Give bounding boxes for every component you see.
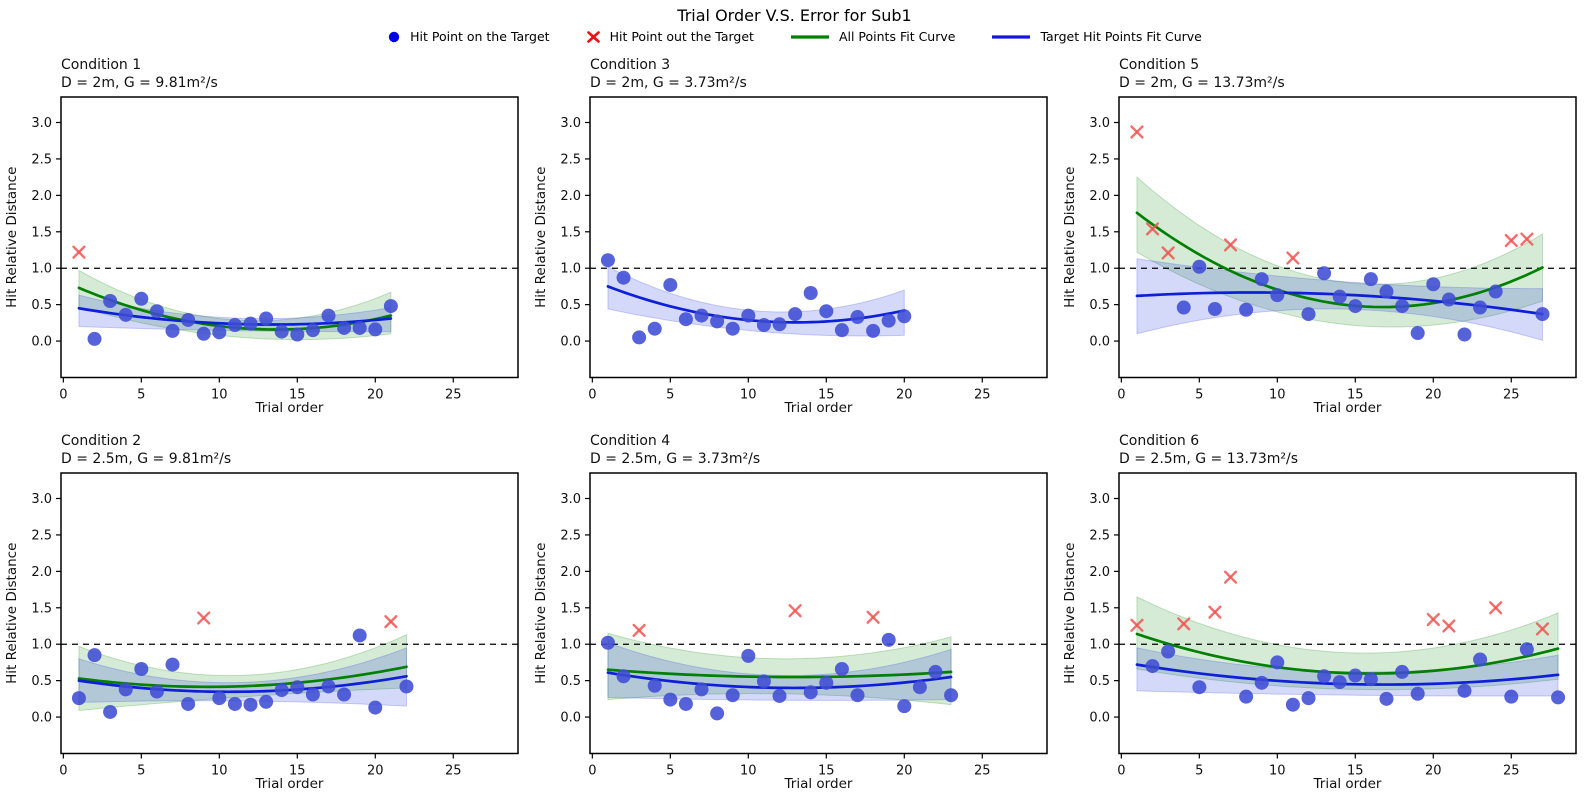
- y-tick-label: 0.0: [1089, 710, 1110, 726]
- subplot-subtitle: D = 2.5m, G = 13.73m²/s: [1119, 451, 1299, 467]
- x-axis-ticks: [588, 378, 990, 403]
- x-tick-label: 15: [1347, 387, 1364, 403]
- hit-on-marker: [150, 304, 164, 318]
- y-tick-label: 0.0: [1089, 334, 1110, 350]
- hit-on-marker: [337, 321, 351, 335]
- y-tick-label: 1.5: [560, 601, 581, 617]
- hit-on-marker: [1333, 675, 1347, 689]
- subplot-subtitle: D = 2m, G = 9.81m²/s: [61, 75, 218, 91]
- y-axis-ticks: [1089, 116, 1119, 350]
- subplot-cell: [1059, 428, 1588, 804]
- y-tick-label: 2.0: [1089, 564, 1110, 580]
- hit-on-marker: [1255, 272, 1269, 286]
- x-tick-label: 10: [740, 387, 757, 403]
- y-tick-label: 0.5: [31, 298, 52, 314]
- hit-on-marker: [212, 691, 226, 705]
- x-tick-label: 10: [211, 387, 228, 403]
- hit-on-marker: [259, 311, 273, 325]
- axes-frame: [590, 473, 1047, 754]
- hit-out-target-cross-icon: [586, 30, 601, 44]
- hit-on-marker: [710, 706, 724, 720]
- x-tick-label: 15: [289, 763, 306, 779]
- y-tick-label: 1.5: [1089, 601, 1110, 617]
- y-tick-label: 1.5: [31, 601, 52, 617]
- hit-on-marker: [866, 324, 880, 338]
- x-tick-label: 15: [289, 387, 306, 403]
- hit-on-marker: [181, 313, 195, 327]
- subplot-cell: [530, 52, 1059, 428]
- hit-on-marker: [741, 309, 755, 323]
- y-axis-label: Hit Relative Distance: [533, 542, 549, 684]
- hit-on-marker: [1177, 301, 1191, 315]
- y-tick-label: 0.0: [560, 710, 581, 726]
- y-tick-label: 3.0: [560, 492, 581, 507]
- hit-on-marker: [1551, 690, 1565, 704]
- hit-on-marker: [72, 691, 86, 705]
- y-tick-label: 1.0: [31, 637, 52, 653]
- hit-on-marker: [1379, 692, 1393, 706]
- x-tick-label: 20: [367, 763, 384, 779]
- x-tick-label: 5: [1195, 387, 1204, 403]
- hit-on-marker: [1473, 653, 1487, 667]
- hit-on-marker: [632, 330, 646, 344]
- hit-on-marker: [617, 271, 631, 285]
- hit-on-marker: [757, 318, 771, 332]
- x-axis-label: Trial order: [255, 776, 324, 792]
- y-tick-label: 1.0: [1089, 261, 1110, 277]
- legend-item-hit-on-target: [387, 29, 549, 44]
- y-tick-label: 0.5: [1089, 674, 1110, 690]
- hit-on-marker: [228, 318, 242, 332]
- x-tick-label: 5: [666, 387, 675, 403]
- y-tick-label: 3.0: [31, 116, 52, 131]
- scatter-hit-out-target: [198, 613, 396, 627]
- x-axis-ticks: [59, 378, 461, 403]
- x-tick-label: 5: [666, 763, 675, 779]
- x-axis-label: Trial order: [784, 776, 853, 792]
- hit-on-marker: [212, 325, 226, 339]
- hit-on-marker: [88, 648, 102, 662]
- hit-on-marker: [321, 679, 335, 693]
- hit-on-marker: [679, 697, 693, 711]
- hit-on-marker: [1208, 302, 1222, 316]
- subplot-subtitle: D = 2.5m, G = 9.81m²/s: [61, 451, 232, 467]
- y-tick-label: 2.5: [31, 528, 52, 544]
- hit-on-marker: [166, 324, 180, 338]
- hit-on-marker: [1317, 266, 1331, 280]
- y-tick-label: 2.0: [560, 188, 581, 204]
- x-tick-label: 5: [137, 387, 146, 403]
- hit-on-marker: [601, 253, 615, 267]
- subplot-subtitle: D = 2.5m, G = 3.73m²/s: [590, 451, 761, 467]
- hit-on-marker: [399, 679, 413, 693]
- hit-on-marker: [290, 680, 304, 694]
- x-tick-label: 25: [973, 763, 991, 779]
- y-axis-label: Hit Relative Distance: [533, 166, 549, 308]
- hit-on-marker: [850, 688, 864, 702]
- subplot-condition-2: [1, 428, 530, 804]
- hit-on-marker: [337, 687, 351, 701]
- hit-on-marker: [1348, 299, 1362, 313]
- x-tick-label: 5: [137, 763, 146, 779]
- hit-on-marker: [648, 679, 662, 693]
- y-tick-label: 0.5: [560, 674, 581, 690]
- y-tick-label: 1.5: [560, 225, 581, 241]
- x-axis-ticks: [1117, 378, 1519, 403]
- hit-on-marker: [710, 314, 724, 328]
- hit-on-marker: [648, 322, 662, 336]
- hit-on-marker: [134, 292, 148, 306]
- y-tick-label: 2.5: [1089, 528, 1110, 544]
- hit-on-marker: [773, 689, 787, 703]
- hit-on-marker: [804, 685, 818, 699]
- hit-on-marker: [88, 332, 102, 346]
- y-axis-label: Hit Relative Distance: [1062, 166, 1078, 308]
- x-tick-label: 10: [1269, 763, 1286, 779]
- hit-on-marker: [741, 649, 755, 663]
- y-tick-label: 2.5: [31, 152, 52, 168]
- x-tick-label: 20: [896, 763, 913, 779]
- hit-on-marker: [882, 633, 896, 647]
- x-tick-label: 5: [1195, 763, 1204, 779]
- hit-on-marker: [197, 327, 211, 341]
- axes-frame: [1119, 473, 1576, 754]
- hit-on-marker: [897, 699, 911, 713]
- y-tick-label: 0.5: [31, 674, 52, 690]
- hit-on-marker: [181, 697, 195, 711]
- hit-on-marker: [1333, 290, 1347, 304]
- y-tick-label: 1.0: [560, 261, 581, 277]
- hit-on-marker: [103, 705, 117, 719]
- hit-on-marker: [1489, 285, 1503, 299]
- x-tick-label: 0: [59, 763, 68, 779]
- hit-on-marker: [1192, 260, 1206, 274]
- hit-on-marker: [103, 294, 117, 308]
- hit-on-marker: [1161, 645, 1175, 659]
- hit-on-marker: [1146, 659, 1160, 673]
- hit-on-marker: [913, 680, 927, 694]
- x-tick-label: 15: [818, 387, 835, 403]
- hit-on-marker: [1255, 676, 1269, 690]
- hit-on-marker: [819, 304, 833, 318]
- x-tick-label: 15: [818, 763, 835, 779]
- subplot-title: Condition 6: [1119, 433, 1200, 449]
- hit-on-marker: [1302, 307, 1316, 321]
- subplot-condition-5: [1059, 52, 1588, 428]
- hit-on-marker: [1239, 303, 1253, 317]
- hit-on-marker: [726, 322, 740, 336]
- hit-on-marker: [679, 312, 693, 326]
- hit-on-marker: [1270, 655, 1284, 669]
- x-tick-label: 0: [1117, 387, 1126, 403]
- hit-on-marker: [1364, 272, 1378, 286]
- hit-on-marker: [1504, 690, 1518, 704]
- hit-on-marker: [695, 309, 709, 323]
- x-axis-label: Trial order: [1313, 776, 1382, 792]
- hit-on-marker: [788, 307, 802, 321]
- y-tick-label: 2.5: [1089, 152, 1110, 168]
- y-tick-label: 1.0: [560, 637, 581, 653]
- legend-label: Hit Point out the Target: [609, 29, 754, 44]
- subplot-cell: [530, 428, 1059, 804]
- hit-on-marker: [928, 665, 942, 679]
- y-tick-label: 0.5: [560, 298, 581, 314]
- figure-header: [0, 0, 1589, 52]
- hit-on-marker: [244, 317, 258, 331]
- x-axis-label: Trial order: [1313, 400, 1382, 416]
- x-tick-label: 10: [740, 763, 757, 779]
- hit-on-marker: [1364, 672, 1378, 686]
- hit-on-marker: [166, 658, 180, 672]
- subplot-title: Condition 1: [61, 57, 142, 73]
- hit-on-marker: [290, 328, 304, 342]
- y-tick-label: 2.0: [31, 564, 52, 580]
- y-tick-label: 0.0: [31, 710, 52, 726]
- hit-on-marker: [835, 323, 849, 337]
- all-fit-line-icon: [790, 33, 830, 41]
- hit-on-marker: [384, 299, 398, 313]
- hit-on-marker: [244, 698, 258, 712]
- hit-on-marker: [1395, 299, 1409, 313]
- legend-item-target-fit-curve: [991, 29, 1201, 44]
- y-axis-ticks: [560, 492, 590, 726]
- x-tick-label: 25: [444, 387, 462, 403]
- y-axis-ticks: [31, 492, 61, 726]
- hit-on-marker: [1286, 698, 1300, 712]
- legend-label: Hit Point on the Target: [410, 29, 550, 44]
- subplot-condition-6: [1059, 428, 1588, 804]
- y-tick-label: 0.0: [31, 334, 52, 350]
- legend-item-hit-out-target: [586, 29, 754, 44]
- hit-on-marker: [663, 693, 677, 707]
- x-axis-ticks: [588, 754, 990, 779]
- x-tick-label: 0: [588, 763, 597, 779]
- x-tick-label: 25: [1502, 763, 1520, 779]
- hit-on-marker: [726, 688, 740, 702]
- hit-on-marker: [353, 321, 367, 335]
- y-tick-label: 0.5: [1089, 298, 1110, 314]
- x-axis-ticks: [1117, 754, 1519, 779]
- y-tick-label: 1.5: [31, 225, 52, 241]
- x-tick-label: 20: [896, 387, 913, 403]
- y-tick-label: 2.0: [1089, 188, 1110, 204]
- hit-on-marker: [1317, 669, 1331, 683]
- hit-on-marker: [1442, 293, 1456, 307]
- legend-label: All Points Fit Curve: [838, 29, 956, 44]
- hit-on-marker: [695, 682, 709, 696]
- hit-on-marker: [882, 314, 896, 328]
- y-axis-label: Hit Relative Distance: [4, 166, 20, 308]
- hit-on-marker: [617, 669, 631, 683]
- y-tick-label: 0.0: [560, 334, 581, 350]
- x-tick-label: 20: [1425, 763, 1442, 779]
- x-tick-label: 0: [1117, 763, 1126, 779]
- y-tick-label: 1.0: [1089, 637, 1110, 653]
- hit-on-marker: [1411, 326, 1425, 340]
- hit-on-marker: [850, 310, 864, 324]
- hit-on-marker: [1302, 691, 1316, 705]
- y-axis-ticks: [31, 116, 61, 350]
- hit-on-marker: [306, 323, 320, 337]
- subplot-condition-4: [530, 428, 1059, 804]
- hit-on-marker: [1348, 669, 1362, 683]
- hit-on-marker: [1457, 684, 1471, 698]
- axes-frame: [61, 473, 518, 754]
- hit-on-marker: [1411, 687, 1425, 701]
- x-axis-ticks: [59, 754, 461, 779]
- x-tick-label: 0: [59, 387, 68, 403]
- hit-on-marker: [1270, 288, 1284, 302]
- hit-on-marker: [119, 308, 133, 322]
- hit-on-marker: [1192, 680, 1206, 694]
- figure-legend: [387, 29, 1202, 44]
- subplot-subtitle: D = 2m, G = 13.73m²/s: [1119, 75, 1285, 91]
- target-fit-line-icon: [991, 33, 1031, 41]
- x-tick-label: 10: [211, 763, 228, 779]
- hit-on-marker: [804, 286, 818, 300]
- y-tick-label: 2.5: [560, 528, 581, 544]
- x-tick-label: 20: [367, 387, 384, 403]
- hit-on-marker: [321, 309, 335, 323]
- y-tick-label: 1.5: [1089, 225, 1110, 241]
- y-tick-label: 2.5: [560, 152, 581, 168]
- hit-on-marker: [368, 701, 382, 715]
- subplot-grid: [1, 52, 1589, 804]
- y-axis-ticks: [560, 116, 590, 350]
- hit-on-target-dot-icon: [387, 30, 401, 44]
- hit-on-marker: [897, 309, 911, 323]
- hit-on-marker: [1426, 277, 1440, 291]
- subplot-cell: [1, 52, 530, 428]
- y-tick-label: 1.0: [31, 261, 52, 277]
- x-tick-label: 15: [1347, 763, 1364, 779]
- hit-on-marker: [944, 688, 958, 702]
- y-axis-label: Hit Relative Distance: [4, 542, 20, 684]
- y-tick-label: 2.0: [560, 564, 581, 580]
- x-tick-label: 10: [1269, 387, 1286, 403]
- scatter-hit-out-target: [634, 605, 879, 635]
- subplot-subtitle: D = 2m, G = 3.73m²/s: [590, 75, 747, 91]
- x-tick-label: 0: [588, 387, 597, 403]
- hit-on-marker: [1379, 285, 1393, 299]
- y-axis-ticks: [1089, 492, 1119, 726]
- scatter-hit-out-target: [74, 247, 85, 258]
- x-axis-label: Trial order: [784, 400, 853, 416]
- subplot-cell: [1059, 52, 1588, 428]
- y-tick-label: 3.0: [1089, 492, 1110, 507]
- y-tick-label: 3.0: [560, 116, 581, 131]
- subplot-cell: [1, 428, 530, 804]
- hit-on-marker: [259, 695, 273, 709]
- hit-on-marker: [275, 683, 289, 697]
- hit-on-marker: [134, 662, 148, 676]
- x-tick-label: 25: [973, 387, 991, 403]
- hit-on-marker: [306, 687, 320, 701]
- hit-on-marker: [835, 662, 849, 676]
- hit-on-marker: [275, 325, 289, 339]
- hit-on-marker: [819, 676, 833, 690]
- hit-on-marker: [601, 636, 615, 650]
- hit-on-marker: [368, 322, 382, 336]
- hit-on-marker: [150, 685, 164, 699]
- figure-title: Trial Order V.S. Error for Sub1: [677, 6, 912, 25]
- hit-on-marker: [353, 628, 367, 642]
- x-tick-label: 25: [444, 763, 462, 779]
- hit-on-marker: [1520, 642, 1534, 656]
- subplot-condition-3: [530, 52, 1059, 428]
- legend-label: Target Hit Points Fit Curve: [1040, 29, 1202, 44]
- x-tick-label: 25: [1502, 387, 1520, 403]
- subplot-title: Condition 3: [590, 57, 671, 73]
- hit-on-marker: [1395, 665, 1409, 679]
- x-axis-label: Trial order: [255, 400, 324, 416]
- x-tick-label: 20: [1425, 387, 1442, 403]
- subplot-condition-1: [1, 52, 530, 428]
- hit-on-marker: [757, 674, 771, 688]
- y-axis-label: Hit Relative Distance: [1062, 542, 1078, 684]
- subplot-title: Condition 4: [590, 433, 671, 449]
- hit-on-marker: [1473, 301, 1487, 315]
- hit-on-marker: [1457, 328, 1471, 342]
- legend-item-all-fit-curve: [790, 29, 956, 44]
- y-tick-label: 2.0: [31, 188, 52, 204]
- y-tick-label: 3.0: [31, 492, 52, 507]
- subplot-title: Condition 2: [61, 433, 142, 449]
- hit-on-marker: [119, 682, 133, 696]
- subplot-title: Condition 5: [1119, 57, 1200, 73]
- hit-on-marker: [228, 697, 242, 711]
- hit-on-marker: [663, 278, 677, 292]
- hit-on-marker: [1239, 690, 1253, 704]
- hit-on-marker: [1535, 307, 1549, 321]
- hit-on-marker: [773, 317, 787, 331]
- y-tick-label: 3.0: [1089, 116, 1110, 131]
